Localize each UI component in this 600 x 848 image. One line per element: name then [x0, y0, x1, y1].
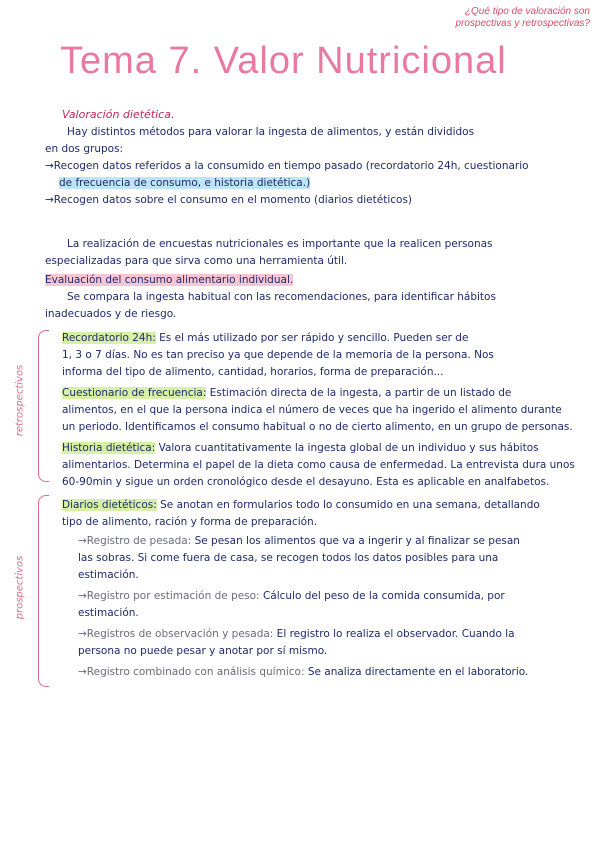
bullet-present: →Recogen datos sobre el consumo en el momento (diarios dietéticos) [45, 194, 413, 206]
encuestas-line: La realización de encuestas nutricionales es importante que la realicen personas [67, 238, 493, 250]
corner-note: ¿Qué tipo de valoración son prospectivas y retrospectivas? [455, 6, 590, 29]
recordatorio-term: Recordatorio 24h: [62, 332, 156, 344]
registro-combinado: →Registro combinado con análisis químico: Se analiza directamente en el laboratorio. [78, 666, 529, 678]
recordatorio-block: Recordatorio 24h: Es el más utilizado por ser rápido y sencillo. Pueden ser de 1, 3 o 7 días. No es tan preciso ya que depende de la memoria de la persona. Nos informa del tipo de alimento, cantidad, horarios, forma de preparación... [62, 332, 494, 378]
registro-term: →Registros de observación y pesada: [78, 628, 274, 640]
evaluacion-line: inadecuados y de riesgo. [45, 308, 177, 320]
intro-paragraph [45, 124, 580, 209]
diarios-block: Diarios dietéticos: Se anotan en formularios todo lo consumido en una semana, detallando tipo de alimento, ración y forma de preparación. [62, 499, 540, 528]
registro-term: →Registro combinado con análisis químico: [78, 666, 305, 678]
bullet-past: →Recogen datos referidos a la consumido en tiempo pasado (recordatorio 24h, cuestionario [45, 160, 529, 172]
retro-bracket [38, 330, 49, 482]
evaluacion-line: Se compara la ingesta habitual con las recomendaciones, para identificar hábitos [67, 291, 496, 303]
section-heading: Valoración dietética. [62, 108, 175, 121]
bullet-past-cont: de frecuencia de consumo, e historia dietética.) [59, 177, 311, 189]
registro-pesada: →Registro de pesada: Se pesan los alimentos que va a ingerir y al finalizar se pesan las sobras. Si come fuera de casa, se recogen todos los datos posibles para una estimación. [78, 535, 520, 581]
evaluacion-block [45, 272, 580, 323]
cuestionario-block: Cuestionario de frecuencia: Estimación directa de la ingesta, a partir de un listado de alimentos, en el que la persona indica el número de veces que ha ingerido el alimento durante un periodo. Identificamos el consumo habitual o no de cierto alimento, en un grupo de personas. [62, 387, 573, 433]
page-title: Tema 7. Valor Nutricional [60, 40, 507, 82]
registro-term: →Registro por estimación de peso: [78, 590, 260, 602]
diarios-term: Diarios dietéticos: [62, 499, 157, 511]
pros-bracket [38, 495, 49, 687]
pros-label: prospectivos [14, 555, 26, 620]
registro-observacion: →Registros de observación y pesada: El registro lo realiza el observador. Cuando la persona no puede pesar y anotar por sí mismo. [78, 628, 515, 657]
historia-term: Historia dietética: [62, 442, 156, 454]
historia-block: Historia dietética: Valora cuantitativamente la ingesta global de un individuo y sus hábitos alimentarios. Determina el papel de la dieta como causa de enfermedad. La entrevista dura unos 60-90min y sigue un orden cronológico desde el desayuno. Esta es aplicable en analfabetos. [62, 442, 575, 488]
retro-label: retrospectivos [14, 364, 26, 437]
registro-term: →Registro de pesada: [78, 535, 192, 547]
evaluacion-heading: Evaluación del consumo alimentario individual. [45, 274, 294, 286]
intro-line: Hay distintos métodos para valorar la ingesta de alimentos, y están divididos [67, 126, 475, 138]
registro-estimacion: →Registro por estimación de peso: Cálculo del peso de la comida consumida, por estimación. [78, 590, 505, 619]
encuestas-paragraph [45, 236, 580, 270]
cuestionario-term: Cuestionario de frecuencia: [62, 387, 207, 399]
intro-line: en dos grupos: [45, 143, 124, 155]
encuestas-line: especializadas para que sirva como una herramienta útil. [45, 255, 348, 267]
